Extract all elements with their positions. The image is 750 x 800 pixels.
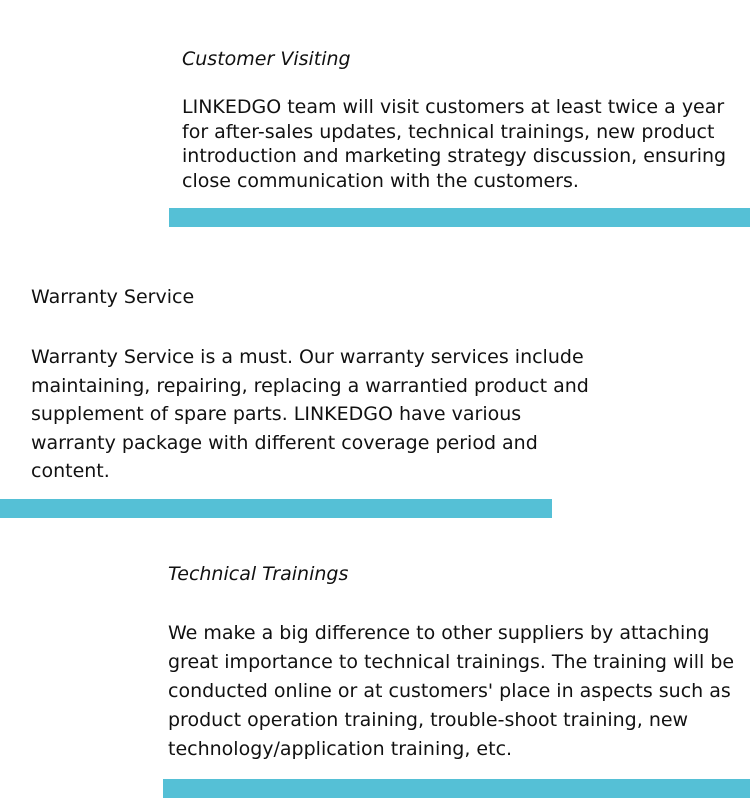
section-divider-bar [163,779,750,798]
section-body-warranty-service: Warranty Service is a must. Our warranty services include maintaining, repairing, replacing a warrantied product and supplement of spare parts. LINKEDGO have various warranty package with different coverage period and content. [31,346,589,482]
section-divider-bar [169,208,750,227]
section-title-warranty-service: Warranty Service [31,286,195,308]
section-title-technical-trainings: Technical Trainings [168,563,349,585]
section-title-customer-visiting: Customer Visiting [182,48,351,70]
section-body-customer-visiting: LINKEDGO team will visit customers at least twice a year for after-sales updates, technical trainings, new product introduction and marketing strategy discussion, ensuring close communication with the customers. [182,96,727,192]
section-divider-bar [0,499,552,518]
section-body-technical-trainings: We make a big difference to other suppliers by attaching great importance to technical trainings. The training will be conducted online or at customers' place in aspects such as product operation training, trouble-shoot training, new technology/application training, etc. [168,622,735,760]
